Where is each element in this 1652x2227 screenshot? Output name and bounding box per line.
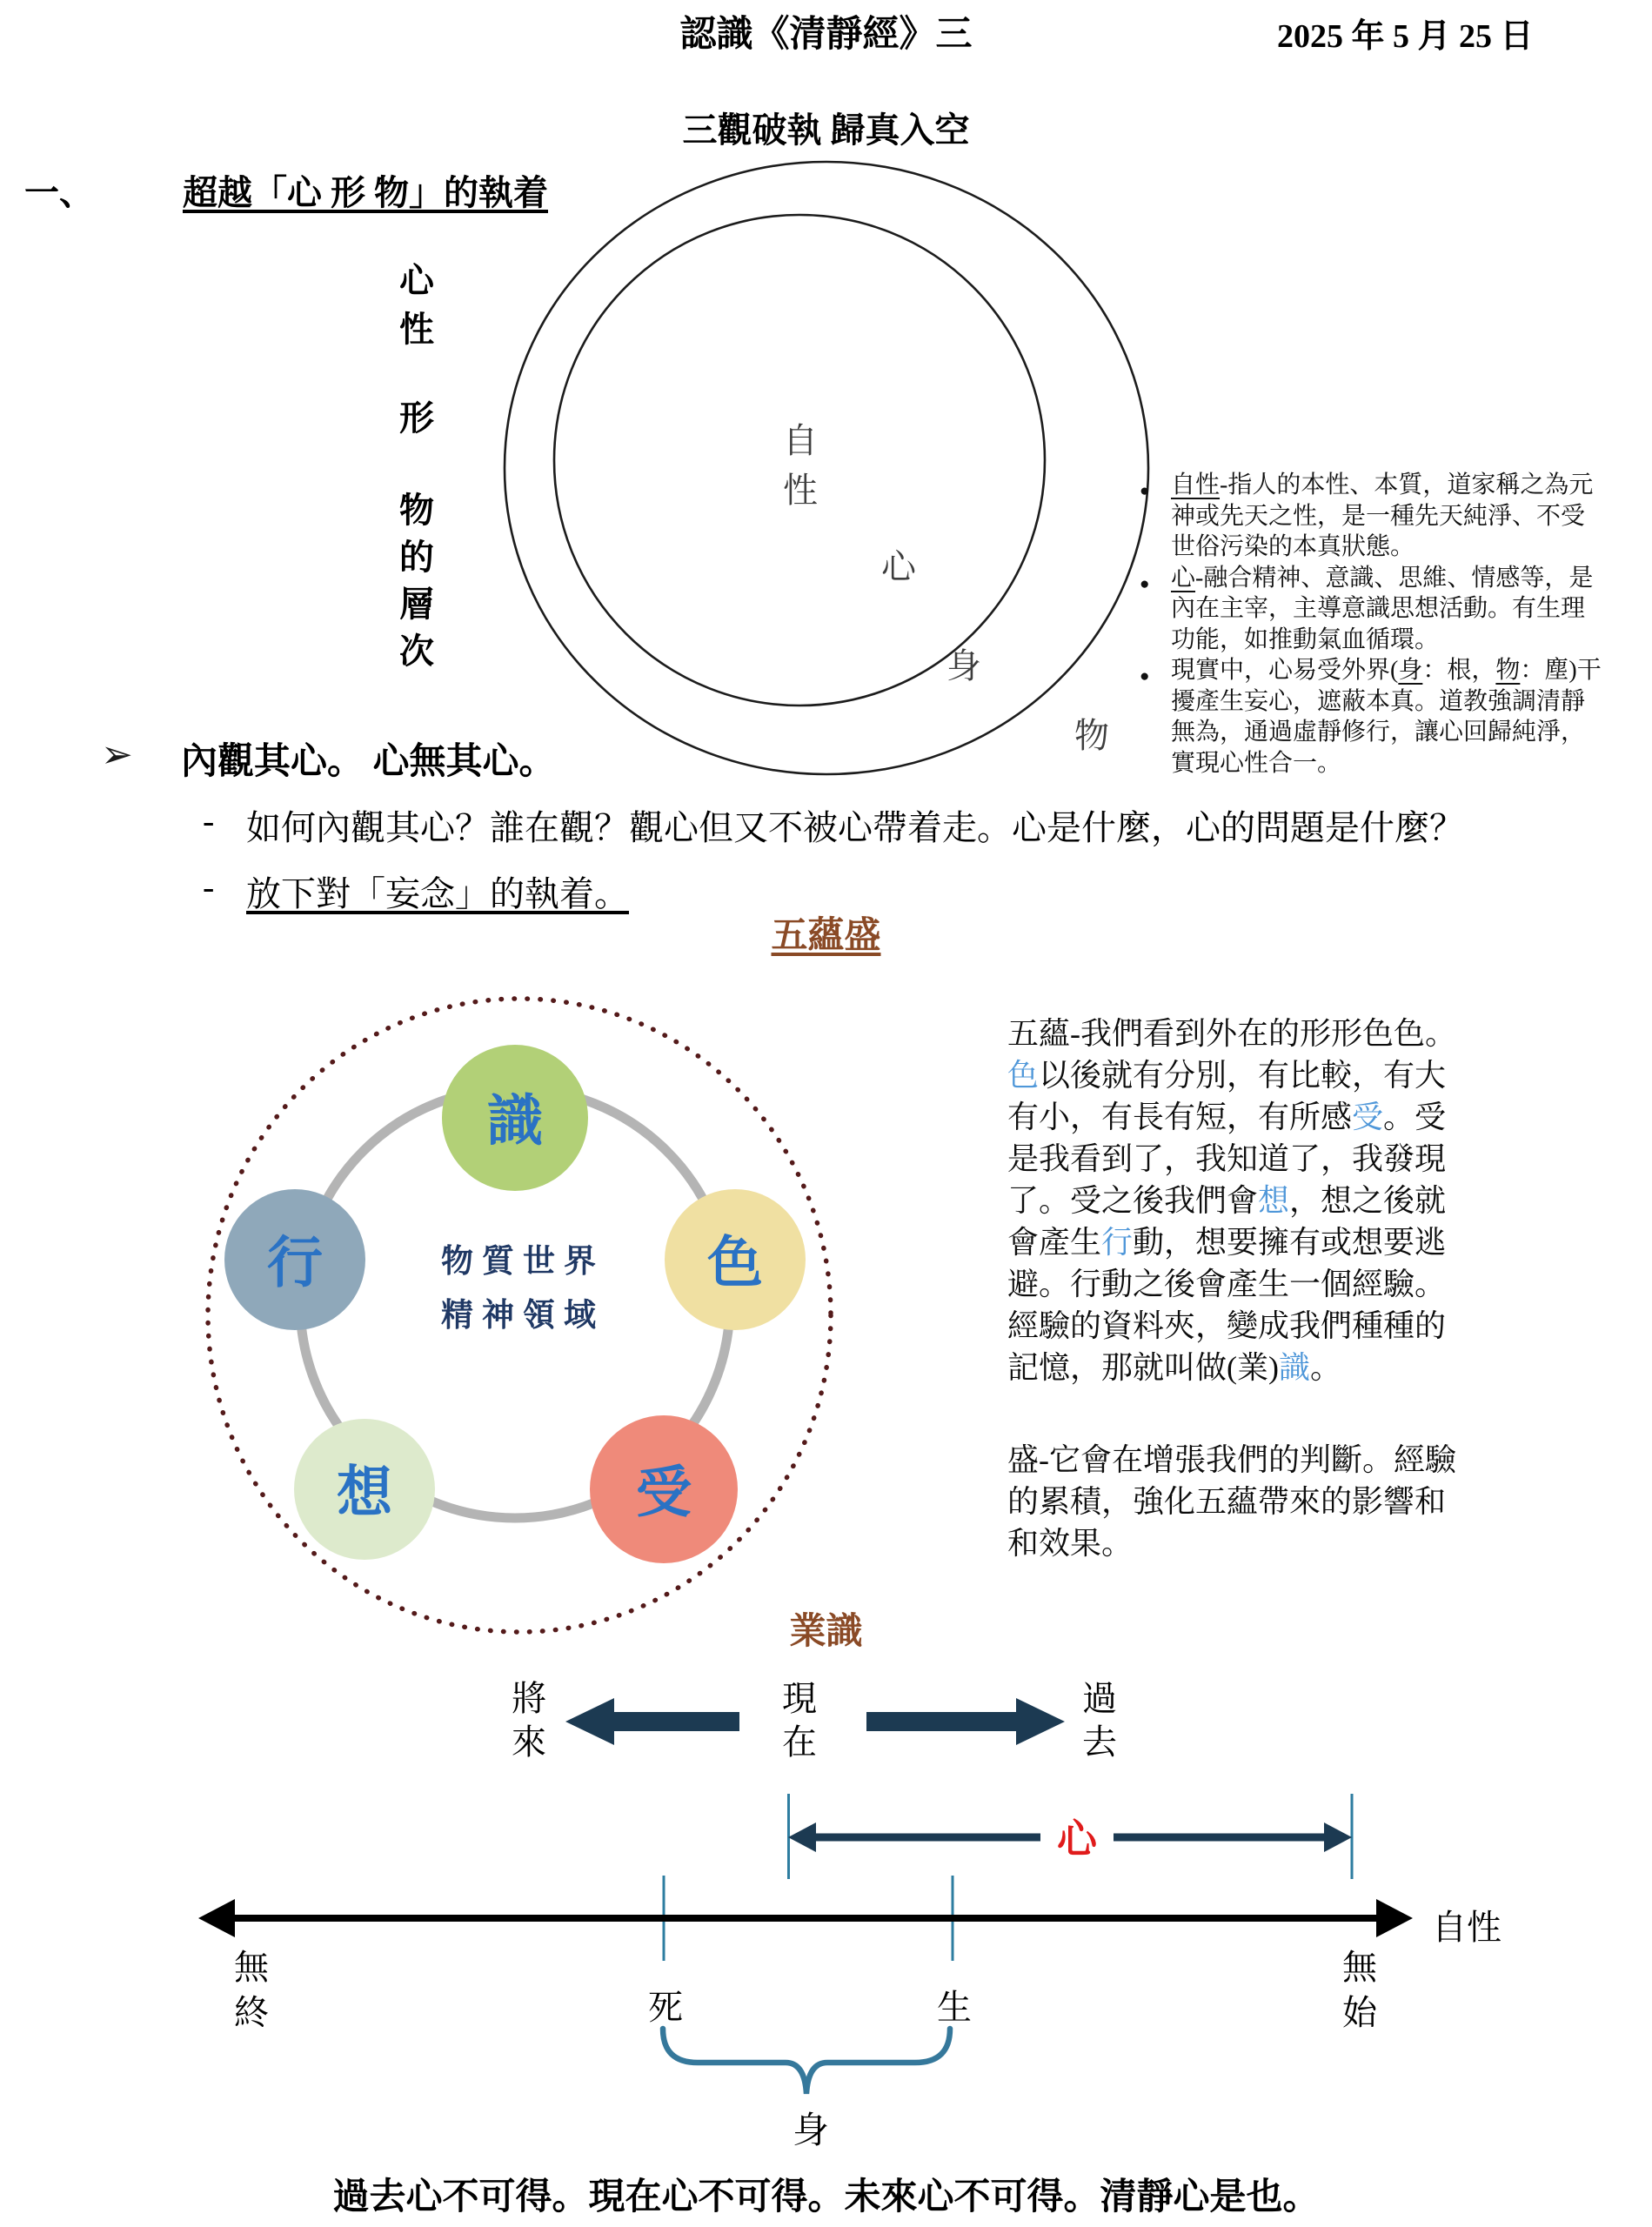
paragraph-sheng: 盛-它會在增張我們的判斷。經驗 的累積，強化五蘊帶來的影響和 和效果。: [1007, 1442, 1456, 1561]
layer-label: 層: [399, 585, 434, 624]
diagram1-subtitle: 三觀破執 歸真入空: [682, 110, 970, 150]
layer-label: 形: [399, 398, 434, 438]
label-birth: 生: [937, 1988, 972, 2027]
arrow-left-icon: [565, 1695, 739, 1749]
label-no-begin: 無 始: [1342, 1948, 1377, 2032]
subitem-text: 放下對「妄念」的執着。: [246, 874, 629, 913]
body-brace: [652, 2020, 961, 2103]
karma-heading: 業識: [789, 1612, 863, 1652]
heart-span-label: 心: [1057, 1816, 1097, 1862]
label-no-end: 無 終: [234, 1948, 269, 2032]
definitions-bullet-list: [1140, 470, 1609, 779]
label-present: 現 在: [782, 1679, 817, 1762]
aggregate-label: 識: [487, 1090, 543, 1153]
axis-arrowhead-right: [1376, 1899, 1413, 1937]
axis-arrowhead-left: [198, 1899, 235, 1937]
bullet-item-self-nature: [1140, 470, 1609, 563]
diagram-center-text-line2: 精神領域: [441, 1298, 605, 1334]
arrow-right-icon: [866, 1695, 1065, 1749]
bullet-item-heart: [1140, 563, 1609, 656]
label-heart: 心: [881, 547, 916, 586]
subitem-text: 如何內觀其心？誰在觀？觀心但又不被心帶着走。心是什麼，心的問題是什麼？: [246, 808, 1464, 847]
paragraph-wuyun: 五蘊-我們看到外在的形形色色。 色以後就有分別，有比較，有大 有小，有長有短，有所感受。受 是我看到了，我知道了，我發現 了。受之後我們會想，想之後就 會產生行動，想要擁有或想要逃 避。行動之後會產生一個經驗。 經驗的資料夾，變成我們種種的 記憶，那就叫做(業)識。: [1007, 1016, 1456, 1385]
aggregate-label: 行: [267, 1232, 323, 1294]
label-self-nature: 自 性: [783, 421, 818, 510]
bullet-dot-icon: ●: [1140, 574, 1150, 593]
span-arrowhead-left: [788, 1822, 816, 1852]
arrow-bullet-icon: ➢: [101, 733, 133, 776]
footer-quote: 過去心不可得。現在心不可得。未來心不可得。清靜心是也。: [332, 2177, 1320, 2217]
axis-label-self-nature: 自性: [1432, 1908, 1502, 1947]
layer-label: 次: [399, 632, 434, 671]
dash-marker: -: [203, 867, 215, 906]
label-body-span: 身: [792, 2111, 829, 2151]
page-title: 認識《清靜經》三: [679, 15, 973, 55]
layer-label: 物: [399, 491, 434, 530]
layer-labels-column: [394, 259, 439, 673]
observe-heading: 內觀其心。 心無其心。: [181, 742, 556, 782]
concentric-circles-diagram: [487, 148, 1174, 809]
bullet-dot-icon: ●: [1140, 667, 1150, 685]
section-heading: 超越「心 形 物」的執着: [183, 173, 548, 212]
bullet-dot-icon: ●: [1140, 482, 1150, 500]
five-aggregates-diagram: [187, 990, 857, 1641]
five-aggregates-heading: 五蘊盛: [771, 916, 881, 956]
label-death: 死: [648, 1988, 683, 2027]
label-matter: 物: [1074, 716, 1109, 755]
dash-marker: -: [203, 801, 215, 840]
observe-subitem-1: [203, 800, 1464, 850]
bullet-item-reality: [1140, 655, 1609, 779]
timeline-axis: [174, 1869, 1444, 1969]
bullet-text: 心-融合精神、意識、思維、情感等，是內在主宰，主導意識思想活動。有生理功能，如推動氣血循環。: [1171, 564, 1594, 653]
label-body: 身: [946, 646, 981, 685]
aggregate-label: 受: [636, 1461, 692, 1524]
label-future: 將 來: [512, 1679, 546, 1762]
aggregate-label: 想: [337, 1461, 392, 1524]
label-past: 過 去: [1082, 1679, 1117, 1762]
bullet-text: 自性-指人的本性、本質，道家稱之為元神或先天之性，是一種先天純淨、不受世俗污染的本真狀態。: [1171, 471, 1594, 560]
outer-circle: [505, 162, 1148, 774]
diagram-center-text-line1: 物質世界: [441, 1244, 605, 1280]
layer-label: 心: [399, 261, 434, 300]
page-date: 2025 年 5 月 25 日: [1277, 18, 1534, 55]
span-arrowhead-right: [1324, 1822, 1352, 1852]
bullet-text: 現實中，心易受外界(身：根，物：塵)干擾產生妄心，遮蔽本真。道教強調清靜無為，通過虛靜修行，讓心回歸純淨，實現心性合一。: [1171, 657, 1602, 777]
aggregate-label: 色: [707, 1232, 763, 1294]
layer-label: 性: [399, 310, 434, 349]
section-number: 一、: [24, 173, 94, 212]
layer-label: 的: [399, 538, 434, 577]
five-aggregates-paragraph: [1007, 1013, 1456, 1564]
